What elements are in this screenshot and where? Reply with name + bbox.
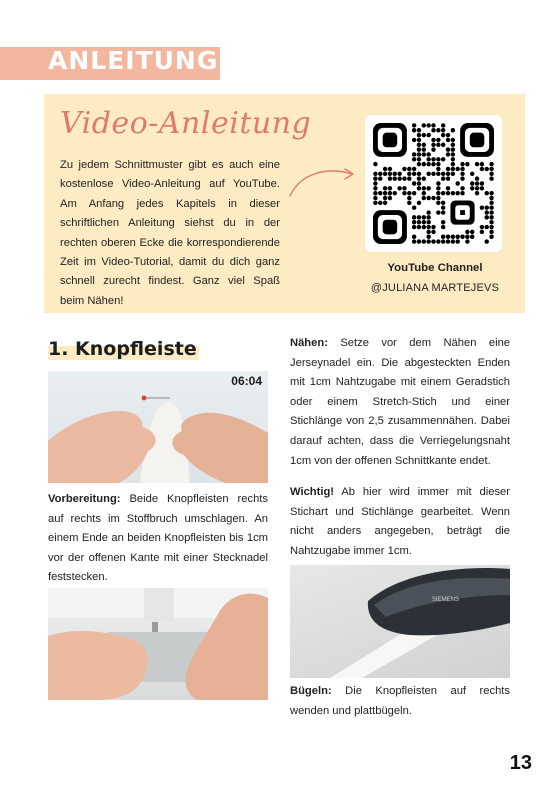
- sewing-paragraph: [290, 334, 510, 471]
- sewing-text: Setze vor dem Nähen eine Jerseynadel ein. Die abgesteckten Enden mit 1cm Nahtzugabe mit einem Geradstich oder einem Stretch-Stich und einer Stichlänge von 2,5 zusammennähen. Dabei darauf achten, dass die Verriegelungsnaht 1cm von der offenen Schnittkante endet.: [290, 337, 511, 467]
- important-paragraph: [290, 483, 510, 561]
- curved-arrow-icon: [286, 160, 358, 200]
- ironing-label: Bügeln:: [290, 685, 332, 697]
- photo-pinning-fabric: [48, 371, 268, 483]
- youtube-channel-label: YouTube Channel: [387, 262, 483, 274]
- photo-sewing-machine: [48, 588, 268, 700]
- important-text: Ab hier wird immer mit dieser Stichart und Stichlänge gearbeitet. Wenn nicht anders angegeben, beträgt die Nahtzugabe immer 1cm.: [290, 486, 510, 557]
- photo-ironing: [290, 565, 510, 678]
- video-script-title: Video-Anleitung: [60, 106, 312, 141]
- qr-code-icon: [373, 123, 494, 244]
- sewing-label: Nähen:: [290, 337, 328, 349]
- iron-brand: SIEMENS: [432, 597, 460, 603]
- iron-illustration: [290, 565, 510, 678]
- qr-code[interactable]: [365, 115, 502, 252]
- video-intro-text: Zu jedem Schnittmuster gibt es auch eine kostenlose Video-Anleitung auf YouTube. Am Anfang jedes Kapitels in dieser schriftlichen Anleitung siehst du in der rechten oberen Ecke die korrespondierende Zeit im Video-Tutorial, damit du dich ganz schnell zurecht findest. Ganz viel Spaß beim Nähen!: [60, 159, 280, 307]
- preparation-paragraph: [48, 490, 268, 588]
- page-number: 13: [509, 752, 532, 774]
- page-heading: ANLEITUNG: [48, 46, 219, 75]
- sewing-machine-illustration: [48, 588, 268, 700]
- youtube-channel-handle[interactable]: @JULIANA MARTEJEVS: [370, 282, 500, 294]
- section-title: 1. Knopfleiste: [48, 338, 197, 360]
- ironing-text: Die Knopfleisten auf rechts wenden und plattbügeln.: [290, 685, 510, 717]
- important-label: Wichtig!: [290, 486, 335, 498]
- preparation-text: Beide Knopfleisten rechts auf rechts im Stoffbruch umschlagen. An einem Ende an beiden Knopfleisten bis 1cm vor der offenen Kante mit einer Stecknadel feststecken.: [48, 493, 269, 584]
- video-timestamp: 06:04: [231, 374, 262, 388]
- preparation-label: Vorbereitung:: [48, 493, 121, 505]
- ironing-paragraph: [290, 682, 510, 721]
